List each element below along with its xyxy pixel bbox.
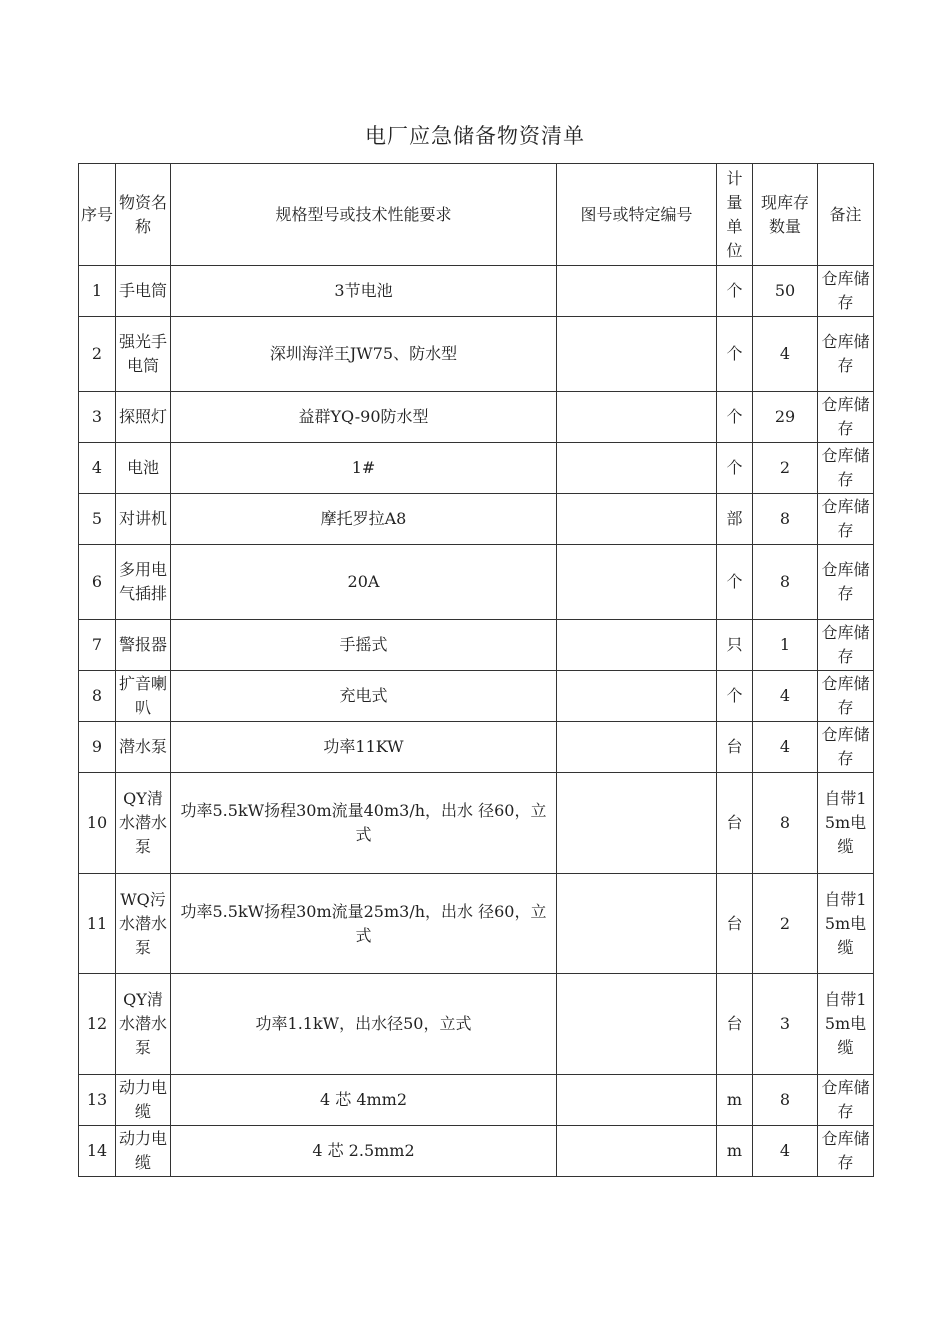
cell-remark: 仓库储存 [818,671,874,722]
cell-seq: 11 [79,874,116,974]
cell-drawing [557,773,717,874]
cell-spec: 功率5.5kW扬程30m流量25m3/h，出水 径60，立式 [171,874,557,974]
cell-stock: 4 [753,722,818,773]
cell-stock: 8 [753,1075,818,1126]
cell-seq: 1 [79,266,116,317]
cell-stock: 4 [753,1126,818,1177]
cell-stock: 2 [753,874,818,974]
cell-name: 探照灯 [116,392,171,443]
header-remark: 备注 [818,164,874,266]
cell-name: 潜水泵 [116,722,171,773]
cell-name: 警报器 [116,620,171,671]
cell-seq: 6 [79,545,116,620]
table-row [79,392,874,443]
cell-unit: 个 [717,545,753,620]
cell-drawing [557,494,717,545]
cell-spec: 功率11KW [171,722,557,773]
header-row [79,164,874,266]
header-stock: 现库存数量 [753,164,818,266]
cell-spec: 益群YQ-90防水型 [171,392,557,443]
header-drawing: 图号或特定编号 [557,164,717,266]
table-row [79,1126,874,1177]
cell-remark: 自带15m电缆 [818,773,874,874]
table-row [79,266,874,317]
cell-unit: 个 [717,443,753,494]
header-name: 物资名称 [116,164,171,266]
cell-unit: 台 [717,974,753,1075]
cell-remark: 仓库储存 [818,392,874,443]
cell-remark: 自带15m电缆 [818,874,874,974]
cell-spec: 充电式 [171,671,557,722]
table-row [79,722,874,773]
cell-seq: 13 [79,1075,116,1126]
cell-drawing [557,392,717,443]
cell-remark: 仓库储存 [818,443,874,494]
cell-drawing [557,266,717,317]
header-unit: 计量单位 [717,164,753,266]
cell-name: 扩音喇叭 [116,671,171,722]
cell-remark: 自带15m电缆 [818,974,874,1075]
page-title: 电厂应急储备物资清单 [365,124,585,148]
cell-spec: 功率1.1kW，出水径50，立式 [171,974,557,1075]
table-row [79,773,874,874]
cell-unit: 个 [717,317,753,392]
cell-spec: 摩托罗拉A8 [171,494,557,545]
cell-seq: 2 [79,317,116,392]
cell-name: 动力电缆 [116,1126,171,1177]
cell-drawing [557,1075,717,1126]
table-row [79,874,874,974]
cell-stock: 3 [753,974,818,1075]
table-row [79,974,874,1075]
cell-seq: 14 [79,1126,116,1177]
cell-spec: 3节电池 [171,266,557,317]
table-row [79,1075,874,1126]
cell-drawing [557,722,717,773]
cell-remark: 仓库储存 [818,545,874,620]
cell-remark: 仓库储存 [818,494,874,545]
cell-remark: 仓库储存 [818,1075,874,1126]
cell-unit: 台 [717,722,753,773]
cell-stock: 1 [753,620,818,671]
cell-seq: 9 [79,722,116,773]
cell-remark: 仓库储存 [818,266,874,317]
cell-remark: 仓库储存 [818,620,874,671]
cell-seq: 7 [79,620,116,671]
cell-seq: 10 [79,773,116,874]
cell-unit: 台 [717,874,753,974]
cell-stock: 50 [753,266,818,317]
cell-spec: 手摇式 [171,620,557,671]
cell-unit: 个 [717,266,753,317]
cell-drawing [557,545,717,620]
cell-drawing [557,317,717,392]
cell-name: 电池 [116,443,171,494]
cell-drawing [557,1126,717,1177]
cell-unit: 台 [717,773,753,874]
table-row [79,620,874,671]
cell-seq: 12 [79,974,116,1075]
table-row [79,671,874,722]
table-row [79,494,874,545]
cell-drawing [557,974,717,1075]
cell-stock: 29 [753,392,818,443]
inventory-table [78,163,874,1177]
table-row [79,317,874,392]
cell-unit: 个 [717,671,753,722]
cell-unit: 个 [717,392,753,443]
header-seq: 序号 [79,164,116,266]
cell-stock: 2 [753,443,818,494]
cell-spec: 深圳海洋王JW75、防水型 [171,317,557,392]
cell-remark: 仓库储存 [818,722,874,773]
cell-drawing [557,671,717,722]
cell-name: 多用电气插排 [116,545,171,620]
cell-name: 强光手电筒 [116,317,171,392]
cell-drawing [557,874,717,974]
cell-stock: 4 [753,671,818,722]
cell-seq: 4 [79,443,116,494]
cell-name: 对讲机 [116,494,171,545]
cell-name: WQ污水潜水泵 [116,874,171,974]
cell-unit: 只 [717,620,753,671]
cell-unit: m [717,1075,753,1126]
cell-seq: 5 [79,494,116,545]
cell-stock: 4 [753,317,818,392]
cell-stock: 8 [753,494,818,545]
cell-name: QY清水潜水泵 [116,974,171,1075]
cell-name: 动力电缆 [116,1075,171,1126]
cell-name: QY清水潜水泵 [116,773,171,874]
cell-stock: 8 [753,545,818,620]
cell-spec: 4 芯 2.5mm2 [171,1126,557,1177]
cell-stock: 8 [753,773,818,874]
cell-remark: 仓库储存 [818,317,874,392]
cell-drawing [557,620,717,671]
cell-spec: 20A [171,545,557,620]
table-row [79,545,874,620]
cell-unit: m [717,1126,753,1177]
cell-unit: 部 [717,494,753,545]
cell-spec: 1# [171,443,557,494]
cell-seq: 8 [79,671,116,722]
table-row [79,443,874,494]
cell-spec: 功率5.5kW扬程30m流量40m3/h，出水 径60，立式 [171,773,557,874]
header-spec: 规格型号或技术性能要求 [171,164,557,266]
cell-spec: 4 芯 4mm2 [171,1075,557,1126]
cell-name: 手电筒 [116,266,171,317]
cell-drawing [557,443,717,494]
cell-seq: 3 [79,392,116,443]
cell-remark: 仓库储存 [818,1126,874,1177]
